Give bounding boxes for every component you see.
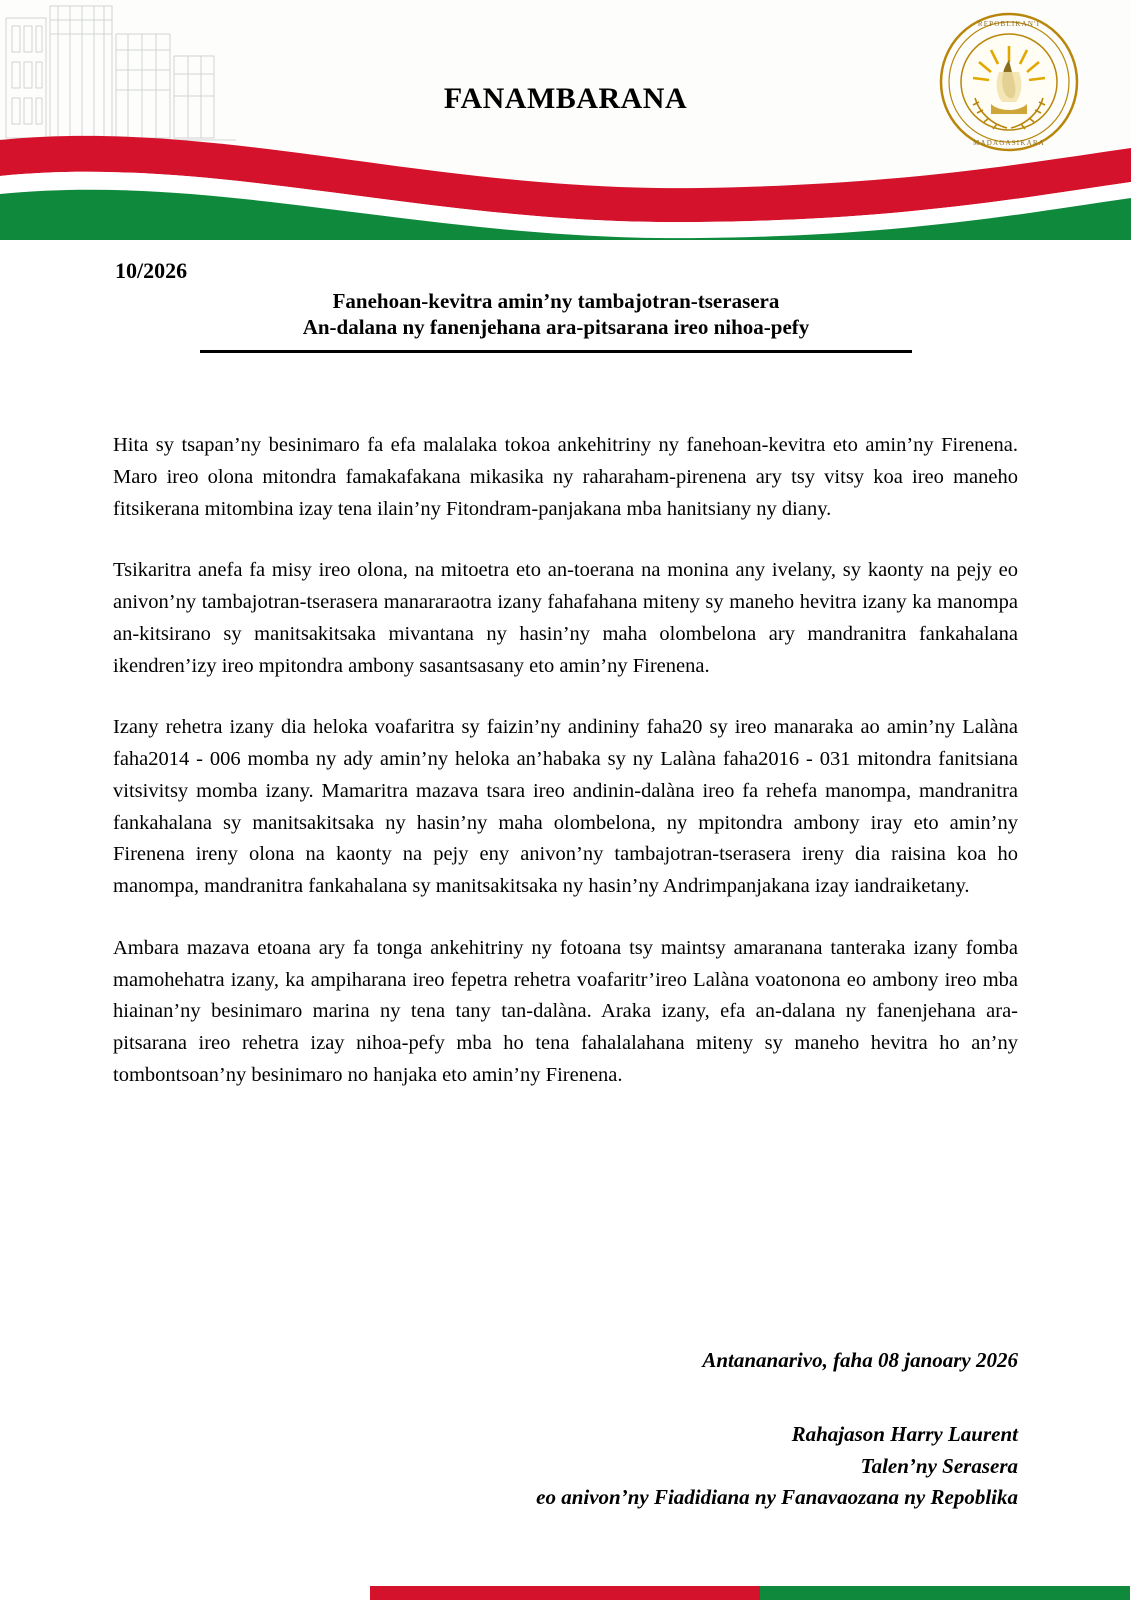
- signature-place-date: Antananarivo, faha 08 janoary 2026: [702, 1348, 1018, 1372]
- svg-text:REPOBLIKAN'I: REPOBLIKAN'I: [977, 20, 1041, 28]
- signatory-role: Talen’ny Serasera: [860, 1453, 1018, 1478]
- document-subtitle: [200, 288, 912, 341]
- title-divider: [200, 350, 912, 353]
- signatory-name: Rahajason Harry Laurent: [791, 1422, 1018, 1446]
- footer-red-band: [370, 1586, 760, 1600]
- svg-text:MADAGASIKARA: MADAGASIKARA: [973, 139, 1045, 147]
- footer-green-band: [760, 1586, 1130, 1600]
- signature-block: [113, 1348, 1018, 1514]
- paragraph: Ambara mazava etoana ary fa tonga ankehitriny ny fotoana tsy maintsy amaranana tanteraka izany fomba mamohehatra izany, ka ampiharana ireo fepetra rehetra voafaritr’ireo Lalàna voatonona eo ambony ireo mba hiainan’ny besinimaro marina ny tena tany tan-dalàna. Araka izany, efa an-dalana ny fanenjehana ara-pitsarana ireo rehetra izay nihoa-pefy mba ho tena fahalalahana miteny sy maneho hevitra ho an’ny tombontsoan’ny besinimaro no hanjaka eto amin’ny Firenena.: [113, 936, 1018, 1087]
- document-footer: [0, 1578, 1131, 1600]
- document-body: [0, 240, 1131, 1550]
- tricolour-wave-banner: [0, 130, 1131, 240]
- document-content: [113, 430, 1018, 1122]
- paragraph: Izany rehetra izany dia heloka voafaritra sy faizin’ny andininy faha20 sy ireo manaraka ao amin’ny Lalàna faha2014 - 006 momba ny ady amin’ny heloka an’habaka sy ny Lalàna faha2016 - 031 mitondra fanitsiana vitsivitsy momba izany. Mamaritra mazava tsara ireo andinin-dalàna ireo fa rehefa manompa, mandranitra fankahalana sy manitsakitsaka ny hasin’ny maha olombelona, ny mpitondra ambony iray eto amin’ny Firenena ireny olona na kaonty na pejy eny anivon’ny tambajotran-tserasera ireny dia raisina koa ho manompa, mandranitra fankahalana sy manitsakitsaka ny hasin’ny Andrimpanjakana izay iandraiketany.: [113, 716, 1018, 898]
- page-title: FANAMBARANA: [443, 82, 688, 115]
- subtitle-line-1: Fanehoan-kevitra amin’ny tambajotran-tserasera: [332, 289, 780, 313]
- subtitle-line-2: An-dalana ny fanenjehana ara-pitsarana ireo nihoa-pefy: [302, 315, 810, 340]
- reference-number: 10/2026: [115, 258, 188, 283]
- document-header: [0, 0, 1131, 240]
- footer-colour-strip: [370, 1586, 1130, 1600]
- paragraph: Tsikaritra anefa fa misy ireo olona, na mitoetra eto an-toerana na monina any ivelany, sy kaonty na pejy eo anivon’ny tambajotran-tserasera manararaotra izany fahafahana miteny sy maneho hevitra izany ka manompa an-kitsirano sy manitsakitsaka mivantana ny hasin’ny maha olombelona ary mandranitra fankahalana ikendren’izy ireo mpitondra ambony sasantsasany eto amin’ny Firenena.: [113, 559, 1018, 677]
- signatory-organisation: eo anivon’ny Fiadidiana ny Fanavaozana ny Repoblika: [536, 1485, 1018, 1509]
- paragraph: Hita sy tsapan’ny besinimaro fa efa malalaka tokoa ankehitriny ny fanehoan-kevitra eto amin’ny Firenena. Maro ireo olona mitondra famakafakana mikasika ny raharaham-pirenena ary tsy vitsy koa ireo maneho fitsikerana mitombina izay tena ilain’ny Fitondram-panjakana mba hanitsiany ny diany.: [113, 434, 1018, 520]
